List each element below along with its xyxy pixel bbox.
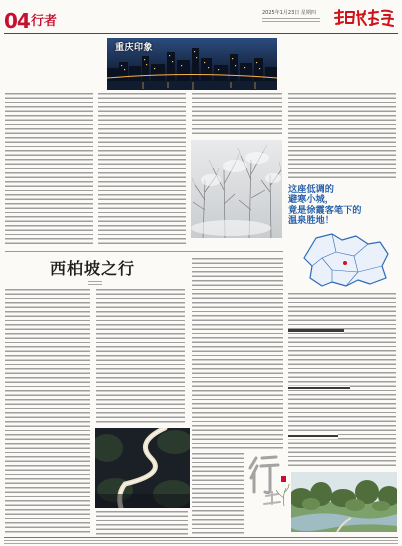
section-divider <box>5 251 283 252</box>
calligraphy-artwork <box>248 452 290 507</box>
article-text-column <box>288 93 396 181</box>
author-byline <box>88 281 102 285</box>
article-text-column <box>192 453 244 535</box>
photo-caption: 重庆印象 <box>115 43 154 53</box>
article-text-column <box>5 289 90 535</box>
article-subhead <box>288 386 350 390</box>
header-rule <box>4 33 398 34</box>
article-text-column <box>5 93 93 247</box>
spa-town-headline <box>288 185 396 226</box>
article-text-column <box>96 511 188 535</box>
footer-publisher-info <box>4 540 398 544</box>
region-map-graphic <box>298 228 394 290</box>
article-subhead <box>288 329 344 333</box>
xibaipo-article-title: 西柏坡之行 <box>50 259 136 278</box>
chongqing-night-photo <box>107 38 277 90</box>
page-number: 04 <box>4 9 30 33</box>
river-night-photo <box>95 428 190 508</box>
headline-line: 温泉胜地！ <box>288 214 334 226</box>
article-subhead <box>288 434 338 438</box>
snowy-trees-photo <box>191 140 282 238</box>
issue-date: 2025年1月23日 星期四 <box>262 10 316 16</box>
masthead-logo <box>332 7 396 29</box>
article-text-column <box>288 293 396 469</box>
article-text-column <box>192 93 282 137</box>
article-text-column <box>96 289 185 425</box>
editor-credit-line <box>262 18 320 24</box>
headline-line: 这座低调的 <box>288 184 334 195</box>
headline-line: 避寒小城， <box>288 194 334 206</box>
headline-line: 竟是徐霞客笔下的 <box>288 204 362 216</box>
park-landscape-photo <box>291 472 397 532</box>
article-text-column <box>192 258 283 450</box>
section-title: 行者 <box>31 14 58 29</box>
footer-rule <box>4 537 398 538</box>
article-text-column <box>98 93 186 247</box>
